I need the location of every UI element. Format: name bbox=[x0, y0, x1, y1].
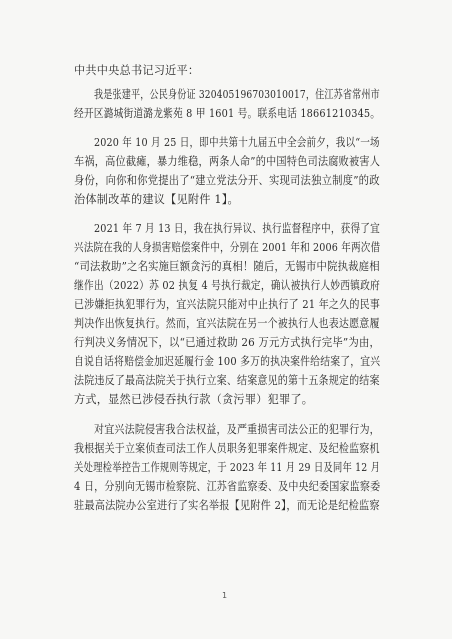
para3-line-7: 行判决义务情况下，以“已通过救助 26 万元方式执行完毕”为由， bbox=[74, 336, 381, 349]
para4-line-4: 4 日，分别向无锡市检察院、江苏省监察委、及中央纪委国家监察委 bbox=[74, 480, 381, 493]
para2-line-1: 2020 年 10 月 25 日，即中共第十九届五中全会前夕，我以“一场 bbox=[94, 136, 380, 149]
para2-line-2: 车祸，高位截瘫，暴力维稳，两条人命”的中国特色司法腐败被害人 bbox=[74, 155, 381, 168]
para1-line-1: 我是张建平，公民身份证 320405196703010017，住江苏省常州市 bbox=[94, 88, 380, 101]
para3-line-8: 自说自话将赔偿金加迟延履行金 100 多万的执决案件给结案了，宜兴 bbox=[74, 355, 381, 368]
para4-line-1: 对宜兴法院侵害我合法权益，及严重损害司法公正的犯罪行为， bbox=[94, 423, 380, 436]
para3-line-2: 兴法院在我的人身损害赔偿案件中，分别在 2001 年和 2006 年两次借 bbox=[74, 241, 381, 254]
para3-line-4: 继作出（2022）苏 02 执复 4 号执行裁定，确认被执行人妙西镇政府 bbox=[74, 279, 380, 292]
para3-line-9: 法院违反了最高法院关于执行立案、结案意见的第十五条规定的结案 bbox=[74, 374, 380, 387]
para3-line-1: 2021 年 7 月 13 日，我在执行异议、执行监督程序中，获得了宜 bbox=[94, 222, 380, 235]
para3-line-5: 已涉嫌拒执犯罪行为，宜兴法院只能对中止执行了 21 年之久的民事 bbox=[74, 298, 381, 311]
para1-line-2: 经开区潞城街道潞龙紫苑 8 甲 1601 号。联系电话 18661210345。 bbox=[74, 107, 381, 120]
page-number: 1 bbox=[222, 591, 228, 600]
para3-line-10: 方式，显然已涉侵吞执行款（贪污罪）犯罪了。 bbox=[74, 393, 314, 406]
para3-line-3: “司法救助”之名实施巨额贪污的真相！随后，无锡市中院执裁庭相 bbox=[74, 260, 380, 273]
para2-line-4: 治体制改革的建议【见附件 1】。 bbox=[74, 193, 239, 206]
para3-line-6: 判决作出恢复执行。然而，宜兴法院在另一个被执行人也表达愿意履 bbox=[74, 317, 380, 330]
para4-line-5: 驻最高法院办公室进行了实名举报【见附件 2】，而无论是纪检监察 bbox=[74, 499, 380, 512]
salutation: 中共中央总书记习近平： bbox=[74, 64, 200, 77]
para4-line-2: 我根据关于立案侦查司法工作人员职务犯罪案件规定、及纪检监察机 bbox=[74, 442, 380, 455]
para2-line-3: 身份，向你和你党提出了“建立党法分开、实现司法独立制度”的政 bbox=[74, 174, 380, 187]
para4-line-3: 关处理检举控告工作规则等规定，于 2023 年 11 月 29 日及同年 12 月 bbox=[74, 461, 381, 474]
